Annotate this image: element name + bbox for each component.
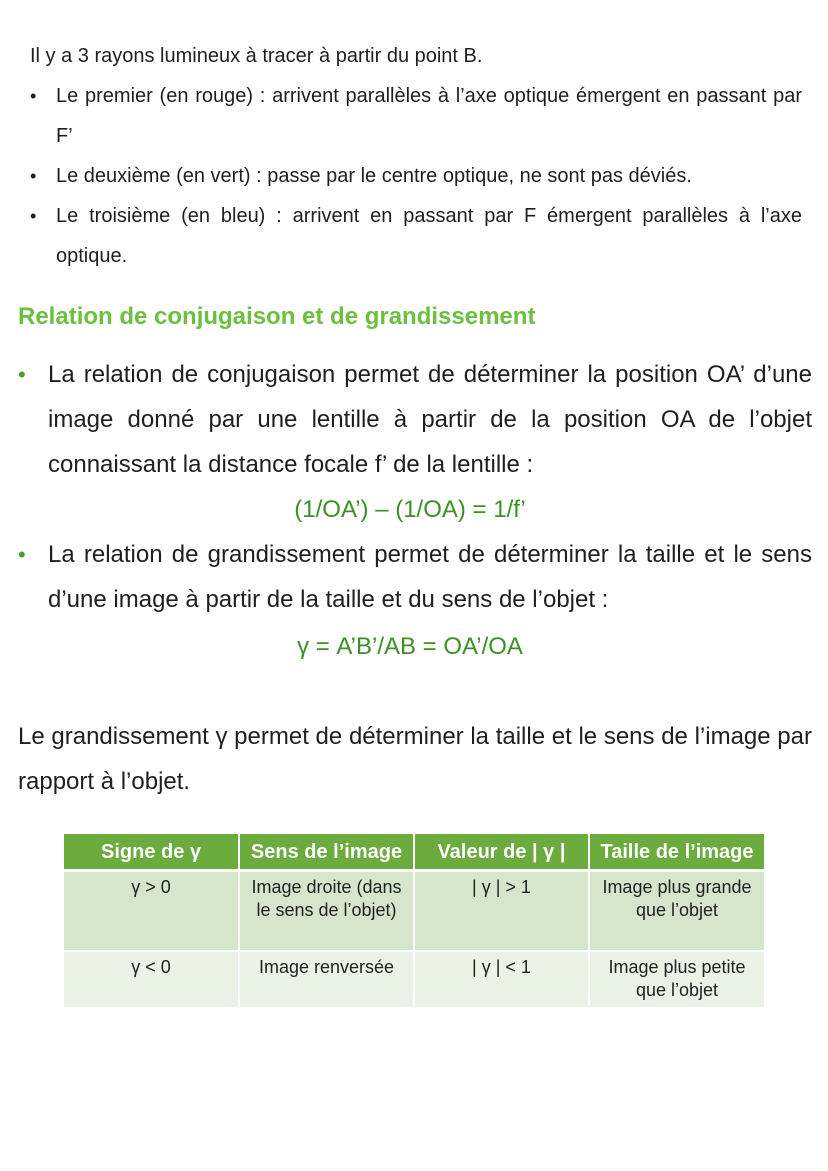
- header-size: Taille de l’image: [589, 834, 764, 871]
- rays-list: [30, 76, 802, 276]
- ray-blue-item: • Le troisième (en bleu) : arrivent en passant par F émergent parallèles à l’axe optique.: [30, 196, 802, 276]
- relations-block: [18, 352, 812, 669]
- header-sign: Signe de γ: [64, 834, 239, 871]
- table-cell: Image droite (dans le sens de l’objet): [239, 871, 414, 952]
- table-cell: Image plus grande que l’objet: [589, 871, 764, 952]
- table-cell: γ < 0: [64, 951, 239, 1008]
- relations-list: [18, 352, 812, 487]
- magnification-item: [18, 532, 812, 622]
- table-header-row: [64, 834, 764, 871]
- table-cell: | γ | > 1: [414, 871, 589, 952]
- intro-line: Il y a 3 rayons lumineux à tracer à partir du point B.: [30, 45, 483, 67]
- table-cell: Image plus petite que l’objet: [589, 951, 764, 1008]
- conclusion-text: Le grandissement γ permet de déterminer la taille et le sens de l’image par rapport à l’objet.: [18, 723, 812, 795]
- ray-green-item: • Le deuxième (en vert) : passe par le centre optique, ne sont pas déviés.: [30, 156, 802, 196]
- conjugation-text: • La relation de conjugaison permet de déterminer la position OA’ d’une image donné par une lentille à partir de la position OA de l’objet connaissant la distance focale f’ de la lentille :: [48, 361, 812, 478]
- ray-red-item: • Le premier (en rouge) : arrivent parallèles à l’axe optique émergent en passant par F’: [30, 76, 802, 156]
- section-title: Relation de conjugaison et de grandissement: [18, 303, 536, 330]
- header-direction: Sens de l’image: [239, 834, 414, 871]
- table-row: [64, 951, 764, 1008]
- relations-list-2: [18, 532, 812, 622]
- conjugation-formula: (1/OA’) – (1/OA) = 1/f’: [294, 496, 526, 523]
- table-cell: | γ | < 1: [414, 951, 589, 1008]
- header-value: Valeur de | γ |: [414, 834, 589, 871]
- table-cell: Image renversée: [239, 951, 414, 1008]
- conjugation-item: [18, 352, 812, 487]
- magnification-text: • La relation de grandissement permet de déterminer la taille et le sens d’une image à partir de la taille et du sens de l’objet :: [48, 541, 812, 613]
- intro-block: [30, 36, 802, 276]
- magnification-table: [64, 834, 764, 1009]
- magnification-formula: γ = A’B’/AB = OA’/OA: [297, 633, 523, 660]
- table-row: [64, 871, 764, 952]
- table-cell: γ > 0: [64, 871, 239, 952]
